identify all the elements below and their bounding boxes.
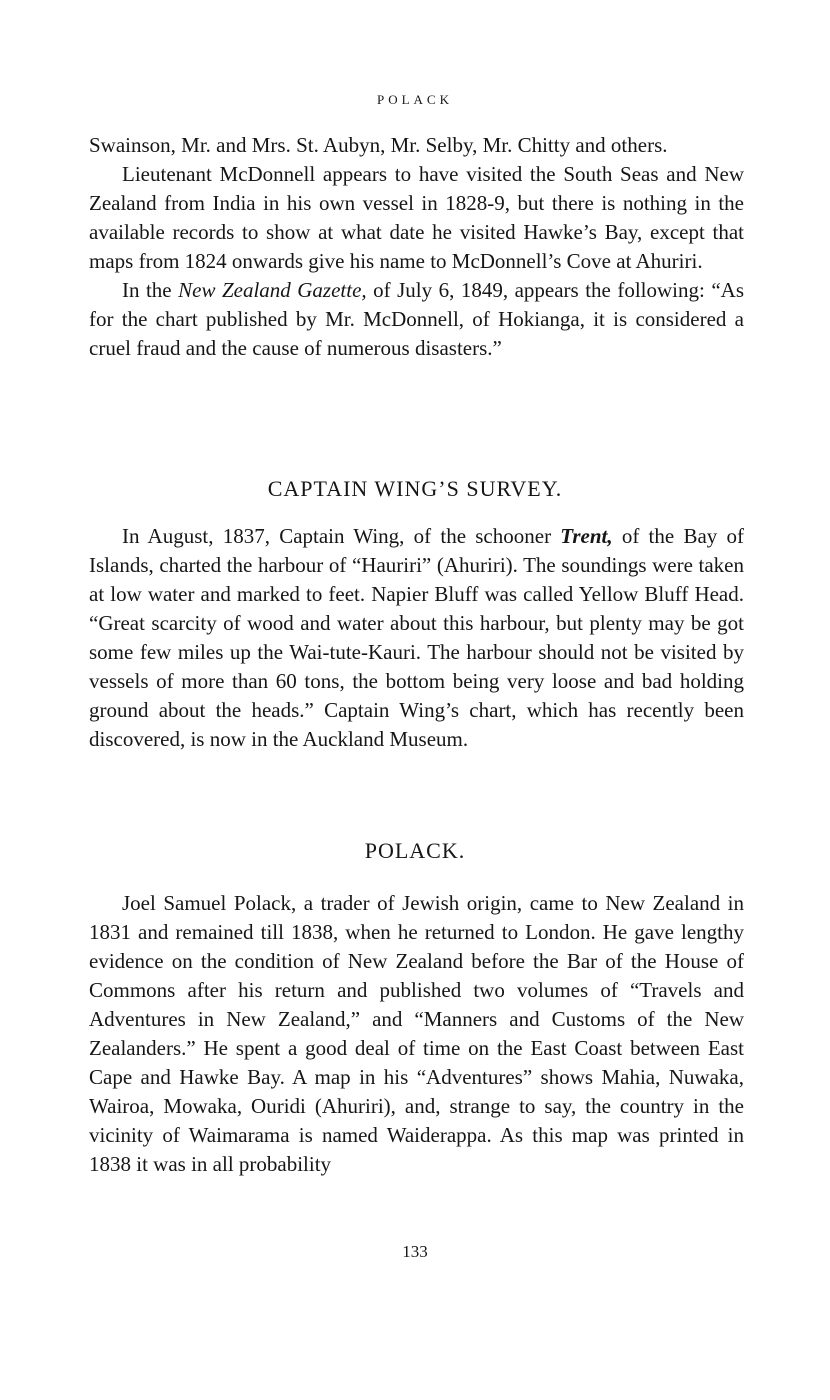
wing-text-after: of the Bay of Islands, charted the harbour of “Hauriri” (Ahuriri). The soundings were taken at low water and marked to feet. Napier Bluff was called Yellow Bluff Head. “Great scarcity of wood and water about this harbour, but plenty may be got some few miles up the Wai-tute-Kauri. The harbour should not be visited by vessels of more than 60 tons, the bottom being very loose and bad holding ground about the heads.” Captain Wing’s chart, which has recently been discovered, is now in the Auckland Museum. xyxy=(89,524,744,751)
ship-name-trent: Trent, xyxy=(560,524,613,548)
intro-paragraph-mcdonnell: Lieutenant McDonnell appears to have visited the South Seas and New Zealand from India in his own vessel in 1828-9, but there is nothing in the available records to show at what date he visited Hawke’s Bay, except that maps from 1824 onwards give his name to McDonnell’s Cove at Ahuriri. xyxy=(89,162,744,273)
heading-captain-wings-survey: CAPTAIN WING’S SURVEY. xyxy=(267,476,563,501)
gazette-text-before: In the xyxy=(122,278,179,302)
section-polack xyxy=(89,889,744,1179)
section-captain-wings-survey xyxy=(89,522,744,754)
paragraph-polack: Joel Samuel Polack, a trader of Jewish origin, came to New Zealand in 1831 and remained till 1838, when he returned to London. He gave lengthy evidence on the condition of New Zealand before the Bar of the House of Commons after his return and published two volumes of “Travels and Adventures in New Zealand,” and “Manners and Customs of the New Zealanders.” He spent a good deal of time on the East Coast between East Cape and Hawke Bay. A map in his “Adventures” shows Mahia, Nuwaka, Wairoa, Mowaka, Ouridi (Ahuriri), and, strange to say, the country in the vicinity of Waimarama is named Waiderappa. As this map was printed in 1838 it was in all probability xyxy=(89,891,744,1176)
heading-polack: POLACK. xyxy=(364,838,466,863)
paragraph-wing-survey xyxy=(89,522,744,754)
intro-paragraph-continued: Swainson, Mr. and Mrs. St. Aubyn, Mr. Selby, Mr. Chitty and others. xyxy=(89,133,668,157)
intro-paragraph-gazette xyxy=(89,276,744,363)
gazette-text-after: of July 6, 1849, appears the following: “As for the chart published by Mr. McDonnell, of Hokianga, it is considered a cruel fraud and the cause of numerous disasters.” xyxy=(89,278,744,360)
page-number: 133 xyxy=(402,1242,428,1261)
running-head: POLACK xyxy=(376,92,453,107)
intro-section xyxy=(89,131,744,363)
wing-text-before: In August, 1837, Captain Wing, of the schooner xyxy=(122,524,561,548)
gazette-title: New Zealand Gazette, xyxy=(178,278,367,302)
